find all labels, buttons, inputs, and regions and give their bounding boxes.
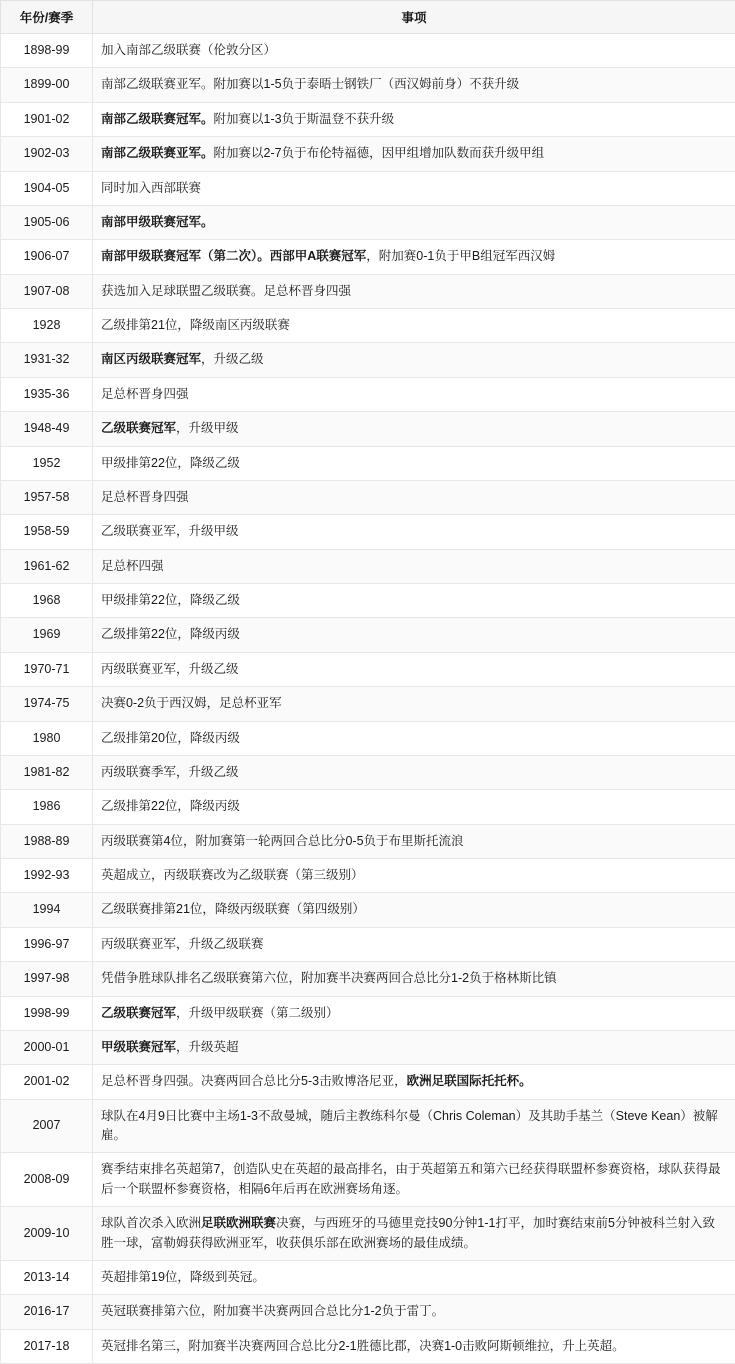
event-text-segment: 英冠排名第三，附加赛半决赛两回合总比分2-1胜德比郡，决赛1-0击败阿斯顿维拉，升上英超。 bbox=[101, 1339, 625, 1353]
cell-event bbox=[93, 859, 735, 893]
event-text-segment: ，升级甲级联赛（第二级别） bbox=[176, 1006, 339, 1020]
table-row bbox=[1, 755, 735, 789]
table-row bbox=[1, 927, 735, 961]
cell-year: 1907-08 bbox=[1, 274, 93, 308]
cell-year: 1931-32 bbox=[1, 343, 93, 377]
table-row bbox=[1, 1030, 735, 1064]
table-row bbox=[1, 480, 735, 514]
table-row bbox=[1, 1065, 735, 1099]
cell-event bbox=[93, 1030, 735, 1064]
event-text-segment: 附加赛以1-3负于斯温登不获升级 bbox=[214, 112, 395, 126]
cell-event bbox=[93, 515, 735, 549]
event-text-segment: 南部乙级联赛冠军。 bbox=[101, 112, 214, 126]
table-row bbox=[1, 1099, 735, 1153]
cell-event bbox=[93, 618, 735, 652]
table-row bbox=[1, 1260, 735, 1294]
event-text-segment: 英超排第19位，降级到英冠。 bbox=[101, 1270, 265, 1284]
cell-year: 1958-59 bbox=[1, 515, 93, 549]
table-row bbox=[1, 584, 735, 618]
cell-event bbox=[93, 584, 735, 618]
table-row bbox=[1, 549, 735, 583]
cell-event bbox=[93, 893, 735, 927]
event-text-segment: 甲级排第22位，降级乙级 bbox=[101, 593, 240, 607]
event-text-segment: ，附加赛0-1负于甲B组冠军西汉姆 bbox=[366, 249, 555, 263]
cell-event bbox=[93, 343, 735, 377]
column-header-event: 事项 bbox=[93, 1, 735, 34]
table-row bbox=[1, 687, 735, 721]
event-text-segment: 乙级联赛冠军 bbox=[101, 1006, 176, 1020]
cell-event bbox=[93, 1099, 735, 1153]
event-text-segment: 南部乙级联赛亚军。附加赛以1-5负于泰晤士钢铁厂（西汉姆前身）不获升级 bbox=[101, 77, 519, 91]
event-text-segment: 球队在4月9日比赛中主场1-3不敌曼城，随后主教练科尔曼（Chris Coleman）及其助手基兰（Steve Kean）被解雇。 bbox=[101, 1109, 718, 1142]
cell-event bbox=[93, 549, 735, 583]
cell-event bbox=[93, 377, 735, 411]
cell-event bbox=[93, 171, 735, 205]
table-row bbox=[1, 1207, 735, 1261]
table-row bbox=[1, 721, 735, 755]
table-row bbox=[1, 274, 735, 308]
table-row bbox=[1, 171, 735, 205]
event-text-segment: 欧洲足联国际托托杯。 bbox=[407, 1074, 532, 1088]
table-header bbox=[1, 1, 735, 34]
cell-year: 1994 bbox=[1, 893, 93, 927]
event-text-segment: 球队首次杀入欧洲 bbox=[101, 1216, 201, 1230]
cell-year: 2007 bbox=[1, 1099, 93, 1153]
table-row bbox=[1, 859, 735, 893]
table-row bbox=[1, 309, 735, 343]
cell-year: 2017-18 bbox=[1, 1329, 93, 1363]
event-text-segment: ，升级乙级 bbox=[201, 352, 264, 366]
cell-year: 1961-62 bbox=[1, 549, 93, 583]
table-row bbox=[1, 1153, 735, 1207]
cell-year: 1974-75 bbox=[1, 687, 93, 721]
table-row bbox=[1, 618, 735, 652]
cell-year: 1935-36 bbox=[1, 377, 93, 411]
cell-year: 1996-97 bbox=[1, 927, 93, 961]
cell-year: 1904-05 bbox=[1, 171, 93, 205]
event-text-segment: 加入南部乙级联赛（伦敦分区） bbox=[101, 43, 276, 57]
event-text-segment: 乙级联赛排第21位，降级丙级联赛（第四级别） bbox=[101, 902, 365, 916]
cell-year: 2000-01 bbox=[1, 1030, 93, 1064]
table-row bbox=[1, 102, 735, 136]
cell-year: 1997-98 bbox=[1, 962, 93, 996]
cell-event bbox=[93, 1329, 735, 1363]
cell-event bbox=[93, 412, 735, 446]
event-text-segment: 足联欧洲联赛 bbox=[201, 1216, 276, 1230]
table-row bbox=[1, 1295, 735, 1329]
cell-year: 1902-03 bbox=[1, 137, 93, 171]
event-text-segment: 足总杯晋身四强 bbox=[101, 490, 189, 504]
cell-event bbox=[93, 996, 735, 1030]
event-text-segment: 同时加入西部联赛 bbox=[101, 181, 201, 195]
table-row bbox=[1, 790, 735, 824]
table-row bbox=[1, 137, 735, 171]
table-row bbox=[1, 515, 735, 549]
cell-event bbox=[93, 480, 735, 514]
event-text-segment: 凭借争胜球队排名乙级联赛第六位，附加赛半决赛两回合总比分1-2负于格林斯比镇 bbox=[101, 971, 557, 985]
event-text-segment: 丙级联赛季军，升级乙级 bbox=[101, 765, 239, 779]
cell-event bbox=[93, 962, 735, 996]
event-text-segment: 英冠联赛排第六位，附加赛半决赛两回合总比分1-2负于雷丁。 bbox=[101, 1304, 444, 1318]
event-text-segment: 乙级联赛冠军 bbox=[101, 421, 176, 435]
cell-event bbox=[93, 274, 735, 308]
event-text-segment: 乙级排第22位，降级丙级 bbox=[101, 799, 240, 813]
cell-year: 2009-10 bbox=[1, 1207, 93, 1261]
cell-year: 1948-49 bbox=[1, 412, 93, 446]
cell-year: 1957-58 bbox=[1, 480, 93, 514]
event-text-segment: 乙级排第20位，降级丙级 bbox=[101, 731, 240, 745]
event-text-segment: 乙级排第22位，降级丙级 bbox=[101, 627, 240, 641]
table-row bbox=[1, 652, 735, 686]
cell-year: 1906-07 bbox=[1, 240, 93, 274]
table-body bbox=[1, 34, 735, 1364]
cell-year: 1968 bbox=[1, 584, 93, 618]
cell-event bbox=[93, 309, 735, 343]
column-header-year: 年份/赛季 bbox=[1, 1, 93, 34]
table-row bbox=[1, 962, 735, 996]
cell-year: 1986 bbox=[1, 790, 93, 824]
cell-year: 1969 bbox=[1, 618, 93, 652]
cell-year: 2008-09 bbox=[1, 1153, 93, 1207]
event-text-segment: 南部乙级联赛亚军。 bbox=[101, 146, 214, 160]
cell-year: 2013-14 bbox=[1, 1260, 93, 1294]
table-row bbox=[1, 205, 735, 239]
event-text-segment: 丙级联赛亚军，升级乙级联赛 bbox=[101, 937, 264, 951]
cell-year: 1988-89 bbox=[1, 824, 93, 858]
cell-year: 1970-71 bbox=[1, 652, 93, 686]
event-text-segment: 甲级联赛冠军 bbox=[101, 1040, 176, 1054]
event-text-segment: 足总杯晋身四强 bbox=[101, 387, 189, 401]
cell-year: 1981-82 bbox=[1, 755, 93, 789]
cell-event bbox=[93, 1065, 735, 1099]
cell-year: 1992-93 bbox=[1, 859, 93, 893]
cell-event bbox=[93, 755, 735, 789]
table-row bbox=[1, 1329, 735, 1363]
event-text-segment: 获选加入足球联盟乙级联赛。足总杯晋身四强 bbox=[101, 284, 351, 298]
table-row bbox=[1, 824, 735, 858]
table-row bbox=[1, 240, 735, 274]
cell-event bbox=[93, 721, 735, 755]
cell-year: 1928 bbox=[1, 309, 93, 343]
cell-event bbox=[93, 824, 735, 858]
cell-year: 1980 bbox=[1, 721, 93, 755]
event-text-segment: ，升级甲级 bbox=[176, 421, 239, 435]
table-row bbox=[1, 893, 735, 927]
event-text-segment: 足总杯晋身四强。决赛两回合总比分5-3击败博洛尼亚， bbox=[101, 1074, 407, 1088]
cell-event bbox=[93, 1295, 735, 1329]
table-row bbox=[1, 68, 735, 102]
cell-event bbox=[93, 137, 735, 171]
table-row bbox=[1, 34, 735, 68]
event-text-segment: 附加赛以2-7负于布伦特福德，因甲组增加队数而获升级甲组 bbox=[214, 146, 545, 160]
event-text-segment: 西部甲A联赛冠军 bbox=[270, 249, 367, 263]
cell-year: 1898-99 bbox=[1, 34, 93, 68]
cell-year: 1952 bbox=[1, 446, 93, 480]
event-text-segment: 乙级排第21位，降级南区丙级联赛 bbox=[101, 318, 290, 332]
event-text-segment: 南部甲级联赛冠军（第二次）。 bbox=[101, 249, 270, 263]
table-row bbox=[1, 343, 735, 377]
event-text-segment: 丙级联赛第4位，附加赛第一轮两回合总比分0-5负于布里斯托流浪 bbox=[101, 834, 464, 848]
cell-event bbox=[93, 652, 735, 686]
event-text-segment: 南区丙级联赛冠军 bbox=[101, 352, 201, 366]
cell-event bbox=[93, 687, 735, 721]
event-text-segment: 足总杯四强 bbox=[101, 559, 164, 573]
cell-event bbox=[93, 927, 735, 961]
table-row bbox=[1, 996, 735, 1030]
cell-event bbox=[93, 446, 735, 480]
cell-year: 2016-17 bbox=[1, 1295, 93, 1329]
cell-year: 2001-02 bbox=[1, 1065, 93, 1099]
event-text-segment: 赛季结束排名英超第7，创造队史在英超的最高排名，由于英超第五和第六已经获得联盟杯参赛资格，球队获得最后一个联盟杯参赛资格，相隔6年后再在欧洲赛场角逐。 bbox=[101, 1162, 720, 1195]
event-text-segment: 英超成立，丙级联赛改为乙级联赛（第三级别） bbox=[101, 868, 364, 882]
event-text-segment: 乙级联赛亚军，升级甲级 bbox=[101, 524, 239, 538]
table-row bbox=[1, 446, 735, 480]
event-text-segment: 南部甲级联赛冠军。 bbox=[101, 215, 214, 229]
cell-year: 1905-06 bbox=[1, 205, 93, 239]
cell-year: 1901-02 bbox=[1, 102, 93, 136]
event-text-segment: ，升级英超 bbox=[176, 1040, 239, 1054]
cell-event bbox=[93, 1207, 735, 1261]
table-header-row bbox=[1, 1, 735, 34]
cell-event bbox=[93, 68, 735, 102]
cell-event bbox=[93, 790, 735, 824]
cell-year: 1899-00 bbox=[1, 68, 93, 102]
cell-year: 1998-99 bbox=[1, 996, 93, 1030]
event-text-segment: 甲级排第22位，降级乙级 bbox=[101, 456, 240, 470]
cell-event bbox=[93, 205, 735, 239]
event-text-segment: 决赛，与西班牙的马德里竞技90分钟1-1打平，加时赛结束前5分钟被科兰射入致胜一球，富勒姆获得欧洲亚军，收获俱乐部在欧洲赛场的最佳成绩。 bbox=[101, 1216, 715, 1249]
cell-event bbox=[93, 240, 735, 274]
table-row bbox=[1, 412, 735, 446]
cell-event bbox=[93, 1260, 735, 1294]
event-text-segment: 决赛0-2负于西汉姆，足总杯亚军 bbox=[101, 696, 282, 710]
cell-event bbox=[93, 102, 735, 136]
cell-event bbox=[93, 34, 735, 68]
event-text-segment: 丙级联赛亚军，升级乙级 bbox=[101, 662, 239, 676]
table-row bbox=[1, 377, 735, 411]
cell-event bbox=[93, 1153, 735, 1207]
